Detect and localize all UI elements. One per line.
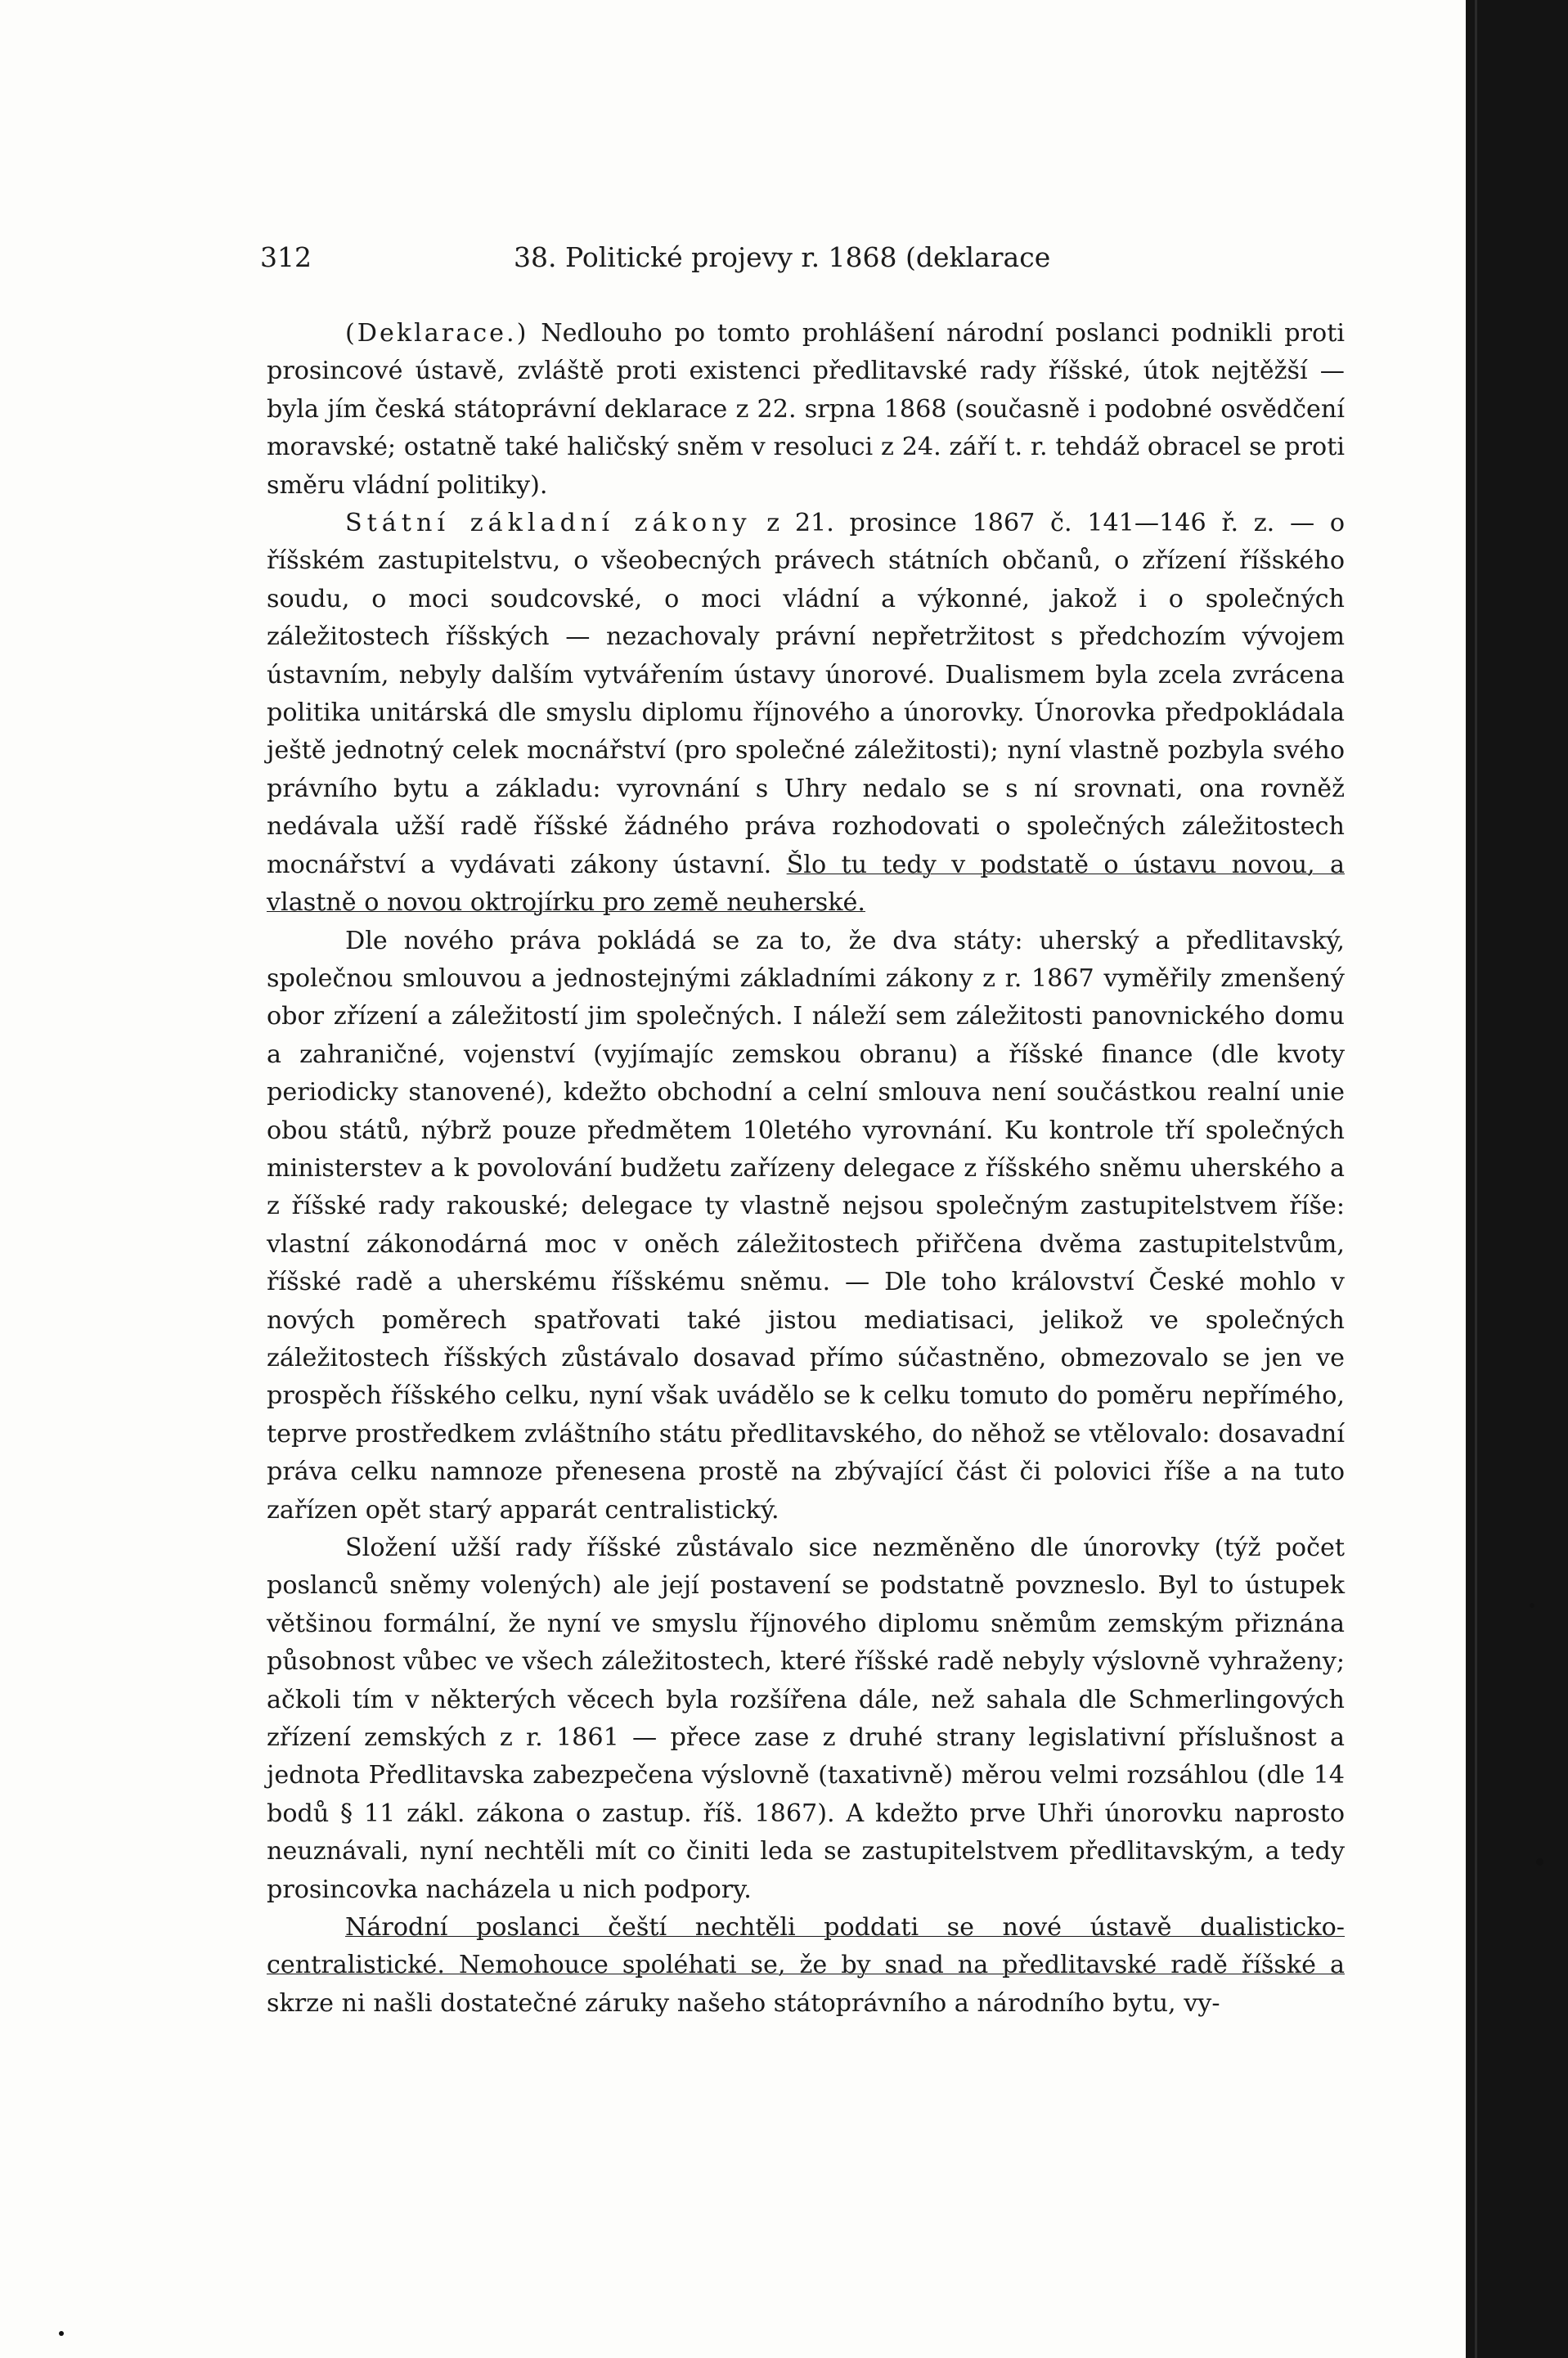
- paragraph-uzsi-rada: [267, 1529, 1345, 1909]
- paragraph-text: Složení užší rady říšské zůstávalo sice nezměněno dle únorovky (týž počet poslanců sněmy volených) ale její postavení se podstatně povzneslo. Byl to ústupek většinou formální, že nyní ve smyslu říjnového diplomu sněmům zemským přiznána působnost vůbec ve všech záležitostech, které říšské radě nebyly výslovně vyhraženy; ačkoli tím v některých věcech byla rozšířena dále, než sahala dle Schmerlingových zřízení zemských z r. 1861 — přece zase z druhé strany legislativní příslušnost a jednota Předlitavska zabezpečena výslovně (taxativně) měrou velmi rozsáhlou (dle 14 bodů § 11 zákl. zákona o zastup. říš. 1867). A kdežto prve Uhři únorovku naprosto neuznávali, nyní nechtěli mít co činiti leda se zastupitelstvem předlitavským, a tedy prosincovka nacházela u nich podpory.: [267, 1534, 1345, 1904]
- paragraph-text: z 21. prosince 1867 č. 141—146 ř. z. — o říšském zastupitelstvu, o všeobecných právech státních občanů, o zřízení říšského soudu, o moci soudcovské, o moci vládní a výkonné, jakož i o společných záležitostech říšských — nezachovaly právní nepřetržitost s předchozím vývojem ústavním, nebyly dalším vytvářením ústavy únorové. Dualismem byla zcela zvrácena politika unitárská dle smyslu diplomu říjnového a únorovky. Únorovka předpokládala ještě jednotný celek mocnářství (pro společné záležitosti); nyní vlastně pozbyla svého právního bytu a základu: vyrovnání s Uhry nedalo se s ní srovnati, ona rovněž nedávala užší radě říšské žádného práva rozhodovati o společných záležitostech mocnářství a vydávati zákony ústavní.: [267, 509, 1345, 879]
- underlined-passage: Šlo tu tedy v podstatě o ústavu novou, a vlastně o novou oktrojírku pro země neuherské.: [267, 850, 1345, 918]
- page-number: 312: [260, 241, 312, 273]
- running-head: 38. Politické projevy r. 1868 (deklarace: [514, 241, 1051, 273]
- scan-speck: [59, 2331, 64, 2336]
- page-header: [260, 241, 1340, 282]
- paragraph-text: Dle nového práva pokládá se za to, že dva státy: uherský a předlitavský, společnou smlouvou a jednostejnými základními zákony z r. 1867 vyměřily zmenšený obor zřízení a záležitostí jim společných. I náleží sem záležitosti panovnického domu a zahraničné, vojenství (vyjímajíc zemskou obranu) a říšské finance (dle kvoty periodicky stanovené), kdežto obchodní a celní smlouva není součástkou realní unie obou států, nýbrž pouze předmětem 10letého vyrovnání. Ku kontrole tří společných ministerstev a k povolování budžetu zařízeny delegace z říšského sněmu uherského a z říšské rady rakouské; delegace ty vlastně nejsou společným zastupitelstvem říše: vlastní zákonodárná moc v oněch záležitostech přiřčena dvěma zastupitelstvům, říšské radě a uherskému říšskému sněmu. — Dle toho království České mohlo v nových poměrech spatřovati také jistou mediatisaci, jelikož ve společných záležitostech říšských zůstávalo dosavad přímo súčastněno, obmezovalo se jen ve prospěch říšského celku, nyní však uvádělo se k celku tomuto do poměru nepřímého, teprve prostředkem zvláštního státu předlitavského, do něhož se vtělovalo: dosavadní práva celku namnoze přenesena prostě na zbývající část či polovici říše a na tuto zařízen opět starý apparát centralistický.: [267, 926, 1345, 1525]
- paragraph-zakony: [267, 505, 1345, 922]
- body-text: [267, 315, 1345, 2023]
- paragraph-lead: Státní základní zákony: [345, 509, 752, 538]
- scan-speck: [1536, 1858, 1543, 1866]
- scan-speck: [1530, 1603, 1534, 1608]
- paragraph-dualism: [267, 923, 1345, 1530]
- paragraph-deklarace: [267, 315, 1345, 505]
- paragraph-narodni-poslanci: [267, 1909, 1345, 2023]
- paragraph-text: Nedlouho po tomto prohlášení národní poslanci podnikli proti prosincové ústavě, zvláště proti existenci předlitavské rady říšské, útok nejtěžší — byla jím česká státoprávní deklarace z 22. srpna 1868 (současně i podobné osvědčení moravské; ostatně také haličský sněm v resoluci z 24. září t. r. tehdáž obracel se proti směru vládní politiky).: [267, 319, 1345, 500]
- scanner-border: [1466, 0, 1568, 2358]
- underlined-passage: Národní poslanci čeští nechtěli poddati se nové ústavě dualisticko-centralistické. Nemohouce spoléhati se, že by snad na předlitavské radě říšské a: [267, 1913, 1345, 1980]
- paragraph-lead: (Deklarace.): [345, 319, 529, 348]
- page-edge-line: [1475, 0, 1477, 2358]
- paragraph-text: skrze ni našli dostatečné záruky našeho státoprávního a národního bytu, vy-: [267, 1988, 1220, 2018]
